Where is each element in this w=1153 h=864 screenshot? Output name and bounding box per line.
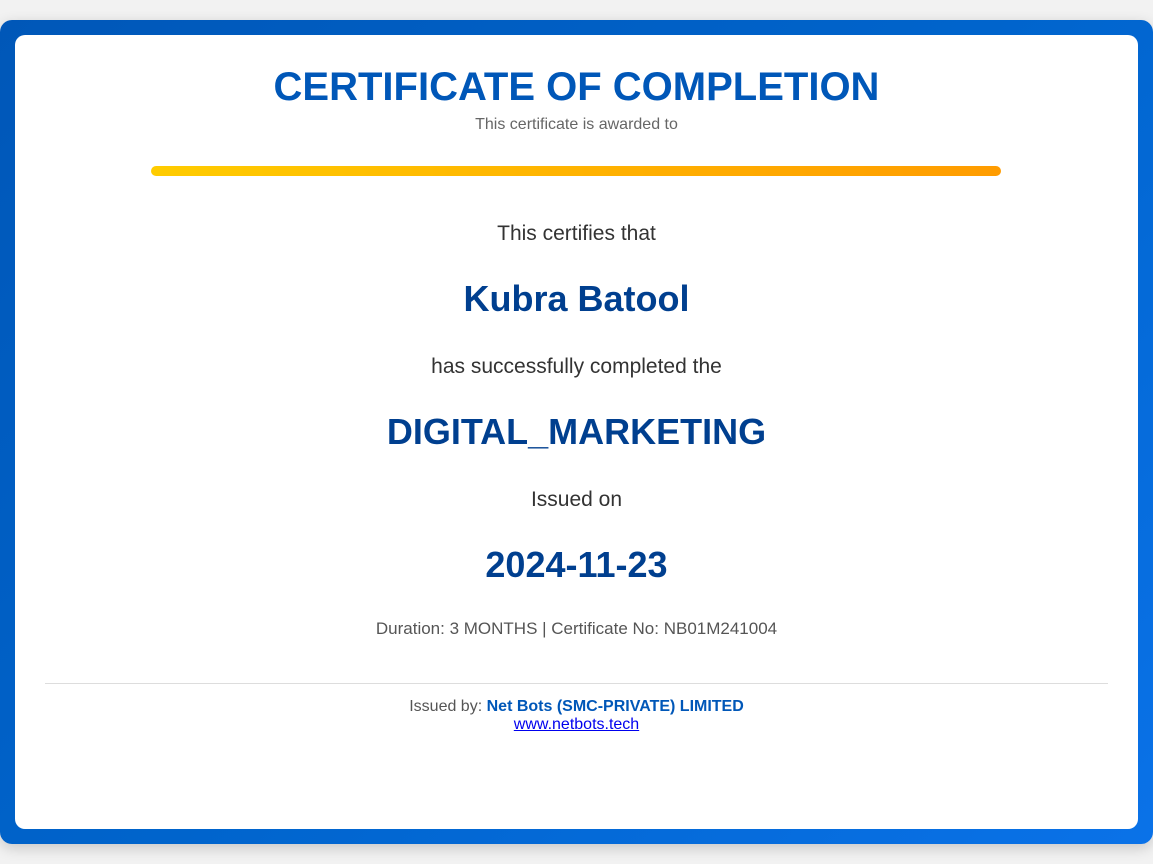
footer-divider (45, 683, 1108, 684)
course-name: DIGITAL_MARKETING (386, 411, 767, 452)
issued-by-label: Issued by: (409, 698, 483, 715)
duration-certificate-number: Duration: 3 MONTHS | Certificate No: NB01M241004 (375, 619, 778, 638)
issue-date: 2024-11-23 (485, 544, 668, 585)
issuer-name: Net Bots (SMC-PRIVATE) LIMITED (486, 698, 744, 715)
certificate-frame (0, 20, 1153, 844)
completed-text: has successfully completed the (431, 355, 722, 378)
footer (15, 698, 1138, 734)
certificate-subtitle: This certificate is awarded to (475, 116, 678, 133)
certificate-card (15, 35, 1138, 829)
recipient-name: Kubra Batool (463, 278, 690, 319)
issued-by-line (15, 698, 1138, 716)
gold-divider-bar (151, 166, 1001, 176)
website-link[interactable]: www.netbots.tech (513, 716, 640, 733)
issued-on-label: Issued on (530, 488, 623, 511)
certifies-text: This certifies that (497, 222, 656, 245)
certificate-title: CERTIFICATE OF COMPLETION (273, 65, 880, 109)
